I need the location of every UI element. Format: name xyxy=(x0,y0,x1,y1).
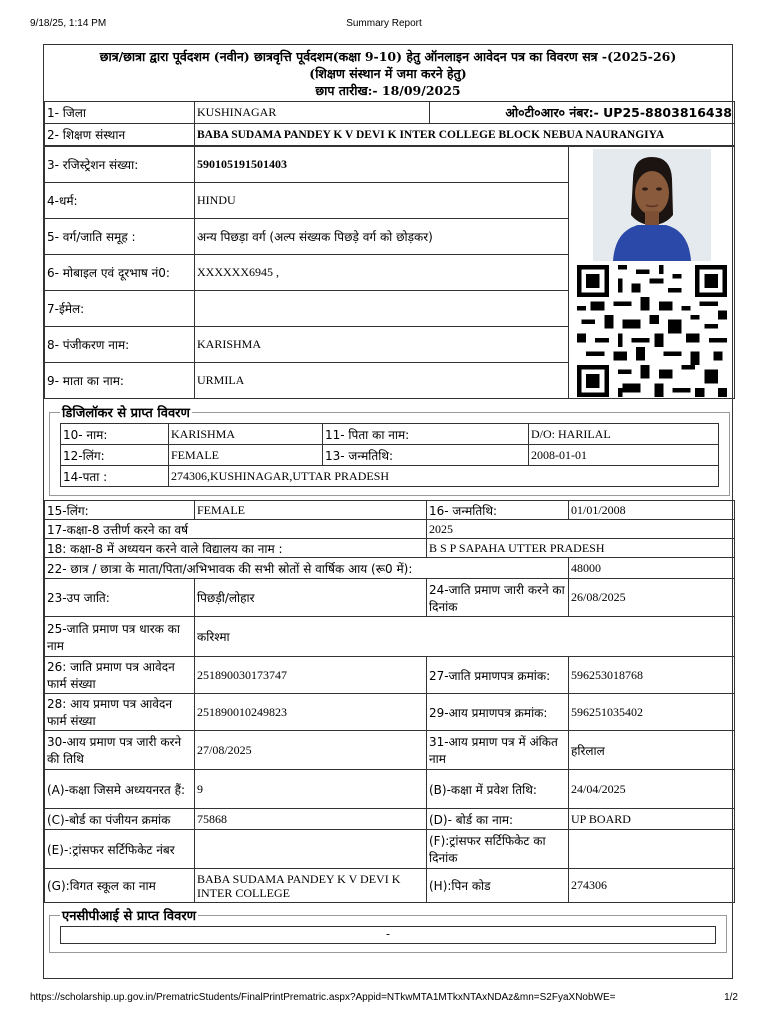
pincode-label: (H):पिन कोड xyxy=(427,869,569,903)
table-row xyxy=(61,466,719,487)
table-row xyxy=(45,617,735,657)
table-row xyxy=(45,657,735,694)
class8-school-value: B S P SAPAHA UTTER PRADESH xyxy=(427,539,735,558)
print-header xyxy=(30,18,738,32)
dl-father-value: D/O: HARILAL xyxy=(529,424,719,445)
applicant-table xyxy=(44,101,735,146)
table-row xyxy=(45,869,735,903)
dl-father-label: 11- पिता का नाम: xyxy=(323,424,529,445)
caste-form-label: 26: जाति प्रमाण पत्र आवेदन फार्म संख्या xyxy=(45,657,195,694)
mother-name-label: 9- माता का नाम: xyxy=(45,363,195,399)
tc-number-value xyxy=(195,830,427,869)
gender-label: 15-लिंग: xyxy=(45,501,195,520)
caste-cert-date-label: 24-जाति प्रमाण जारी करने का दिनांक xyxy=(427,579,569,617)
email-value xyxy=(195,291,569,327)
summary-report xyxy=(43,44,733,979)
tc-date-label: (F):ट्रांसफर सर्टिफिकेट का दिनांक xyxy=(427,830,569,869)
table-row xyxy=(45,830,735,869)
caste-cert-no-value: 596253018768 xyxy=(569,657,735,694)
dl-name-label: 10- नाम: xyxy=(61,424,169,445)
personal-table xyxy=(44,146,735,399)
print-datetime: 9/18/25, 1:14 PM xyxy=(30,18,107,29)
income-cert-no-label: 29-आय प्रमाणपत्र क्रमांक: xyxy=(427,694,569,731)
details-table xyxy=(44,500,735,903)
digilocker-section xyxy=(49,403,730,496)
dl-gender-value: FEMALE xyxy=(169,445,323,466)
caste-holder-label: 25-जाति प्रमाण पत्र धारक का नाम xyxy=(45,617,195,657)
table-row xyxy=(61,445,719,466)
caste-cert-date-value: 26/08/2025 xyxy=(569,579,735,617)
class8-school-label: 18: कक्षा-8 में अध्ययन करने वाले विद्यालय का नाम : xyxy=(45,539,427,558)
caste-form-value: 251890030173747 xyxy=(195,657,427,694)
registration-label: 3- रजिस्ट्रेशन संख्या: xyxy=(45,147,195,183)
print-footer xyxy=(30,992,738,1006)
dl-gender-label: 12-लिंग: xyxy=(61,445,169,466)
photo-qr-cell xyxy=(569,147,735,399)
ncpi-section xyxy=(49,906,727,953)
ncpi-legend: एनसीपीआई से प्राप्त विवरण xyxy=(62,909,197,924)
income-issue-label: 30-आय प्रमाण पत्र जारी करने की तिथि xyxy=(45,731,195,770)
income-label: 22- छात्र / छात्रा के माता/पिता/अभिभावक की सभी स्रोतों से वार्षिक आय (रू0 में): xyxy=(45,558,569,579)
table-row xyxy=(45,124,735,146)
dl-dob-label: 13- जन्मतिथि: xyxy=(323,445,529,466)
table-row xyxy=(45,147,735,183)
dl-dob-value: 2008-01-01 xyxy=(529,445,719,466)
table-row xyxy=(45,558,735,579)
reg-name-label: 8- पंजीकरण नाम: xyxy=(45,327,195,363)
table-row xyxy=(45,809,735,830)
print-date: छाप तारीख:- 18/09/2025 xyxy=(315,83,461,98)
dl-name-value: KARISHMA xyxy=(169,424,323,445)
admission-date-label: (B)-कक्षा में प्रवेश तिथि: xyxy=(427,770,569,809)
board-reg-label: (C)-बोर्ड का पंजीयन क्रमांक xyxy=(45,809,195,830)
dob-label: 16- जन्मतिथि: xyxy=(427,501,569,520)
income-issue-value: 27/08/2025 xyxy=(195,731,427,770)
table-row xyxy=(45,501,735,520)
table-row xyxy=(45,579,735,617)
board-name-value: UP BOARD xyxy=(569,809,735,830)
applicant-photo xyxy=(593,149,711,261)
income-form-value: 251890010249823 xyxy=(195,694,427,731)
report-title-line1: छात्र/छात्रा द्वारा पूर्वदशम (नवीन) छात्रवृत्ति पूर्वदशम(कक्षा 9-10) हेतु ऑनलाइन आवेदन पत्र का विवरण सत्र -(2025-26) xyxy=(99,49,677,64)
report-title xyxy=(44,45,732,101)
institution-label: 2- शिक्षण संस्थान xyxy=(45,124,195,146)
applicant-photo-image xyxy=(593,149,711,261)
qr-code xyxy=(577,265,727,397)
otr-number: ओ०टी०आर० नंबर:- UP25-8803816438 xyxy=(430,102,735,124)
page-url: https://scholarship.up.gov.in/PrematricStudents/FinalPrintPrematric.aspx?Appid=NTkwMTA1MTkxNTAxNDAz&mn=S2FyaXNobWE= xyxy=(30,992,616,1003)
institution-value: BABA SUDAMA PANDEY K V DEVI K INTER COLLEGE BLOCK NEBUA NAURANGIYA xyxy=(195,124,735,146)
prev-school-label: (G):विगत स्कूल का नाम xyxy=(45,869,195,903)
table-row xyxy=(61,424,719,445)
dl-address-value: 274306,KUSHINAGAR,UTTAR PRADESH xyxy=(169,466,719,487)
table-row xyxy=(45,694,735,731)
income-name-value: हरिलाल xyxy=(569,731,735,770)
ncpi-value: - xyxy=(60,926,716,944)
district-value: KUSHINAGAR xyxy=(195,102,430,124)
income-form-label: 28: आय प्रमाण पत्र आवेदन फार्म संख्या xyxy=(45,694,195,731)
prev-school-value: BABA SUDAMA PANDEY K V DEVI K INTER COLLEGE xyxy=(195,869,427,903)
subcaste-value: पिछड़ी/लोहार xyxy=(195,579,427,617)
religion-value: HINDU xyxy=(195,183,569,219)
table-row xyxy=(45,102,735,124)
pincode-value: 274306 xyxy=(569,869,735,903)
caste-cert-no-label: 27-जाति प्रमाणपत्र क्रमांक: xyxy=(427,657,569,694)
digilocker-table xyxy=(60,423,719,487)
table-row xyxy=(45,770,735,809)
digilocker-legend: डिजिलॉकर से प्राप्त विवरण xyxy=(62,406,190,421)
category-value: अन्य पिछड़ा वर्ग (अल्प संख्यक पिछड़े वर्ग को छोड़कर) xyxy=(195,219,569,255)
table-row xyxy=(45,520,735,539)
reg-name-value: KARISHMA xyxy=(195,327,569,363)
report-title-line2: (शिक्षण संस्थान में जमा करने हेतु) xyxy=(309,66,467,81)
registration-value: 590105191501403 xyxy=(195,147,569,183)
mobile-value: XXXXXX6945 , xyxy=(195,255,569,291)
tc-number-label: (E)-:ट्रांसफर सर्टिफिकेट नंबर xyxy=(45,830,195,869)
admission-date-value: 24/04/2025 xyxy=(569,770,735,809)
dl-address-label: 14-पता : xyxy=(61,466,169,487)
caste-holder-value: करिश्मा xyxy=(195,617,735,657)
class8-year-value: 2025 xyxy=(427,520,735,539)
income-value: 48000 xyxy=(569,558,735,579)
tc-date-value xyxy=(569,830,735,869)
email-label: 7-ईमेल: xyxy=(45,291,195,327)
class8-year-label: 17-कक्षा-8 उत्तीर्ण करने का वर्ष xyxy=(45,520,427,539)
religion-label: 4-धर्म: xyxy=(45,183,195,219)
current-class-value: 9 xyxy=(195,770,427,809)
district-label: 1- जिला xyxy=(45,102,195,124)
table-row xyxy=(45,731,735,770)
income-cert-no-value: 596251035402 xyxy=(569,694,735,731)
board-reg-value: 75868 xyxy=(195,809,427,830)
table-row xyxy=(45,539,735,558)
category-label: 5- वर्ग/जाति समूह : xyxy=(45,219,195,255)
gender-value: FEMALE xyxy=(195,501,427,520)
page-number: 1/2 xyxy=(724,992,738,1003)
mother-name-value: URMILA xyxy=(195,363,569,399)
income-name-label: 31-आय प्रमाण पत्र में अंकित नाम xyxy=(427,731,569,770)
print-title: Summary Report xyxy=(346,18,422,29)
board-name-label: (D)- बोर्ड का नाम: xyxy=(427,809,569,830)
current-class-label: (A)-कक्षा जिसमे अध्ययनरत हैं: xyxy=(45,770,195,809)
subcaste-label: 23-उप जाति: xyxy=(45,579,195,617)
mobile-label: 6- मोबाइल एवं दूरभाष नं0: xyxy=(45,255,195,291)
dob-value: 01/01/2008 xyxy=(569,501,735,520)
